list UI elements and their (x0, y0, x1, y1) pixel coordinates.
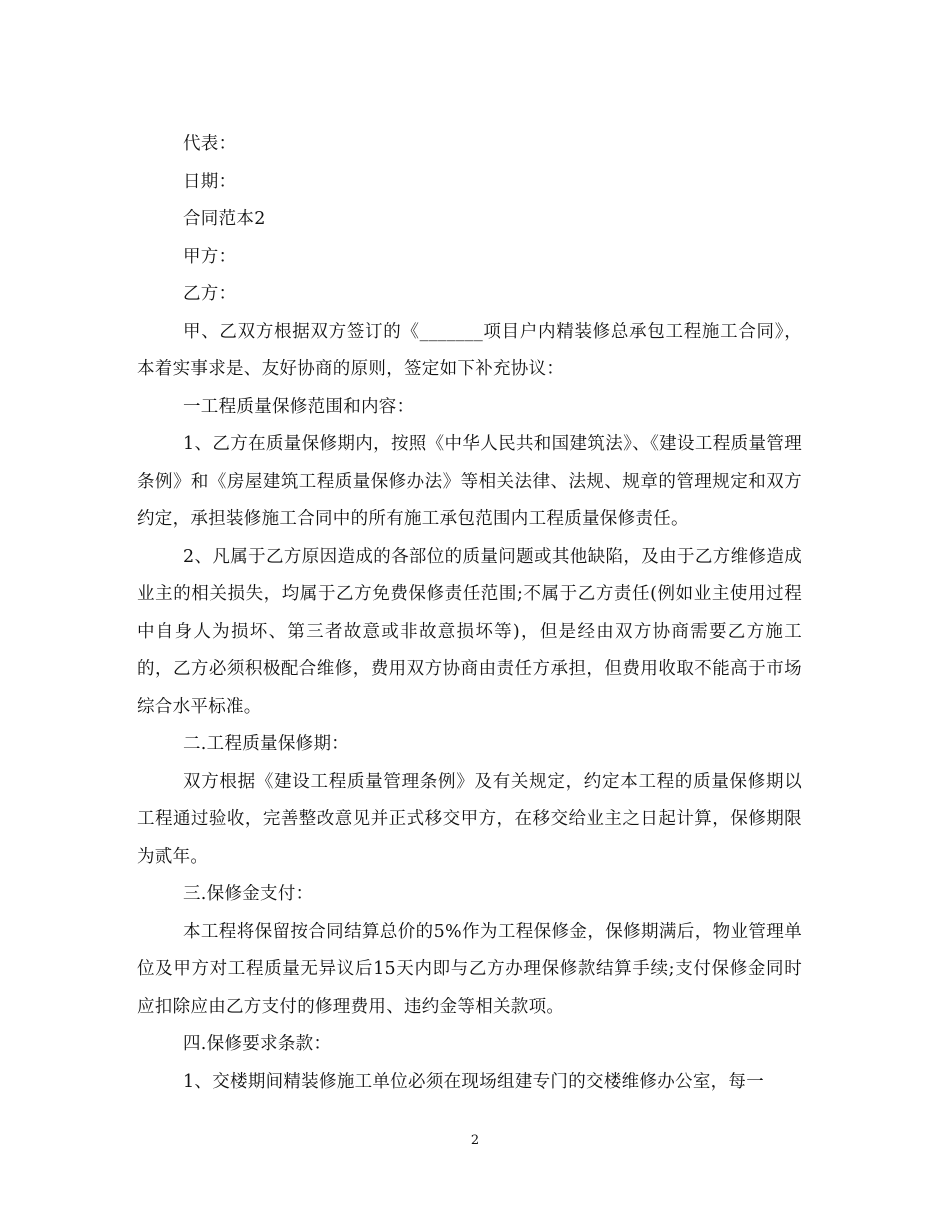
field-party-a: 甲方： (183, 246, 237, 267)
document-body (137, 126, 802, 1101)
field-party-b: 乙方： (183, 284, 237, 304)
heading-warranty-payment: 三.保修金支付： (183, 884, 314, 904)
field-representative: 代表： (183, 134, 237, 154)
field-date: 日期： (183, 171, 237, 192)
clause-requirements-1: 1、交楼期间精装修施工单位必须在现场组建专门的交楼维修办公室，每一 (183, 1071, 765, 1092)
page-number: 2 (470, 1133, 480, 1148)
heading-warranty-period: 二.工程质量保修期： (183, 734, 350, 754)
clause-scope-2: 2、凡属于乙方原因造成的各部位的质量问题或其他缺陷，及由于乙方维修造成业主的相关损失，均属于乙方免费保修责任范围;不属于乙方责任(例如业主使用过程中自身人为损坏、第三者故意或非故意损坏等)，但是经由双方协商需要乙方施工的，乙方必须积极配合维修，费用双方协商由责任方承担，但费用收取不能高于市场综合水平标准。 (137, 546, 802, 717)
heading-warranty-requirements: 四.保修要求条款： (183, 1034, 332, 1054)
section-title-contract-sample: 合同范本2 (183, 209, 266, 229)
preamble-paragraph: 甲、乙双方根据双方签订的《_______项目户内精装修总承包工程施工合同》，本着实事求是、友好协商的原则，签定如下补充协议： (137, 321, 802, 379)
clause-warranty-period: 双方根据《建设工程质量管理条例》及有关规定，约定本工程的质量保修期以工程通过验收，完善整改意见并正式移交甲方，在移交给业主之日起计算，保修期限为贰年。 (137, 771, 802, 867)
heading-scope: 一工程质量保修范围和内容： (183, 396, 415, 417)
clause-scope-1: 1、乙方在质量保修期内，按照《中华人民共和国建筑法》、《建设工程质量管理条例》和《房屋建筑工程质量保修办法》等相关法律、法规、规章的管理规定和双方约定，承担装修施工合同中的所有施工承包范围内工程质量保修责任。 (137, 434, 802, 529)
clause-warranty-payment: 本工程将保留按合同结算总价的5%作为工程保修金，保修期满后，物业管理单位及甲方对工程质量无异议后15天内即与乙方办理保修款结算手续;支付保修金同时应扣除应由乙方支付的修理费用、违约金等相关款项。 (137, 921, 802, 1017)
